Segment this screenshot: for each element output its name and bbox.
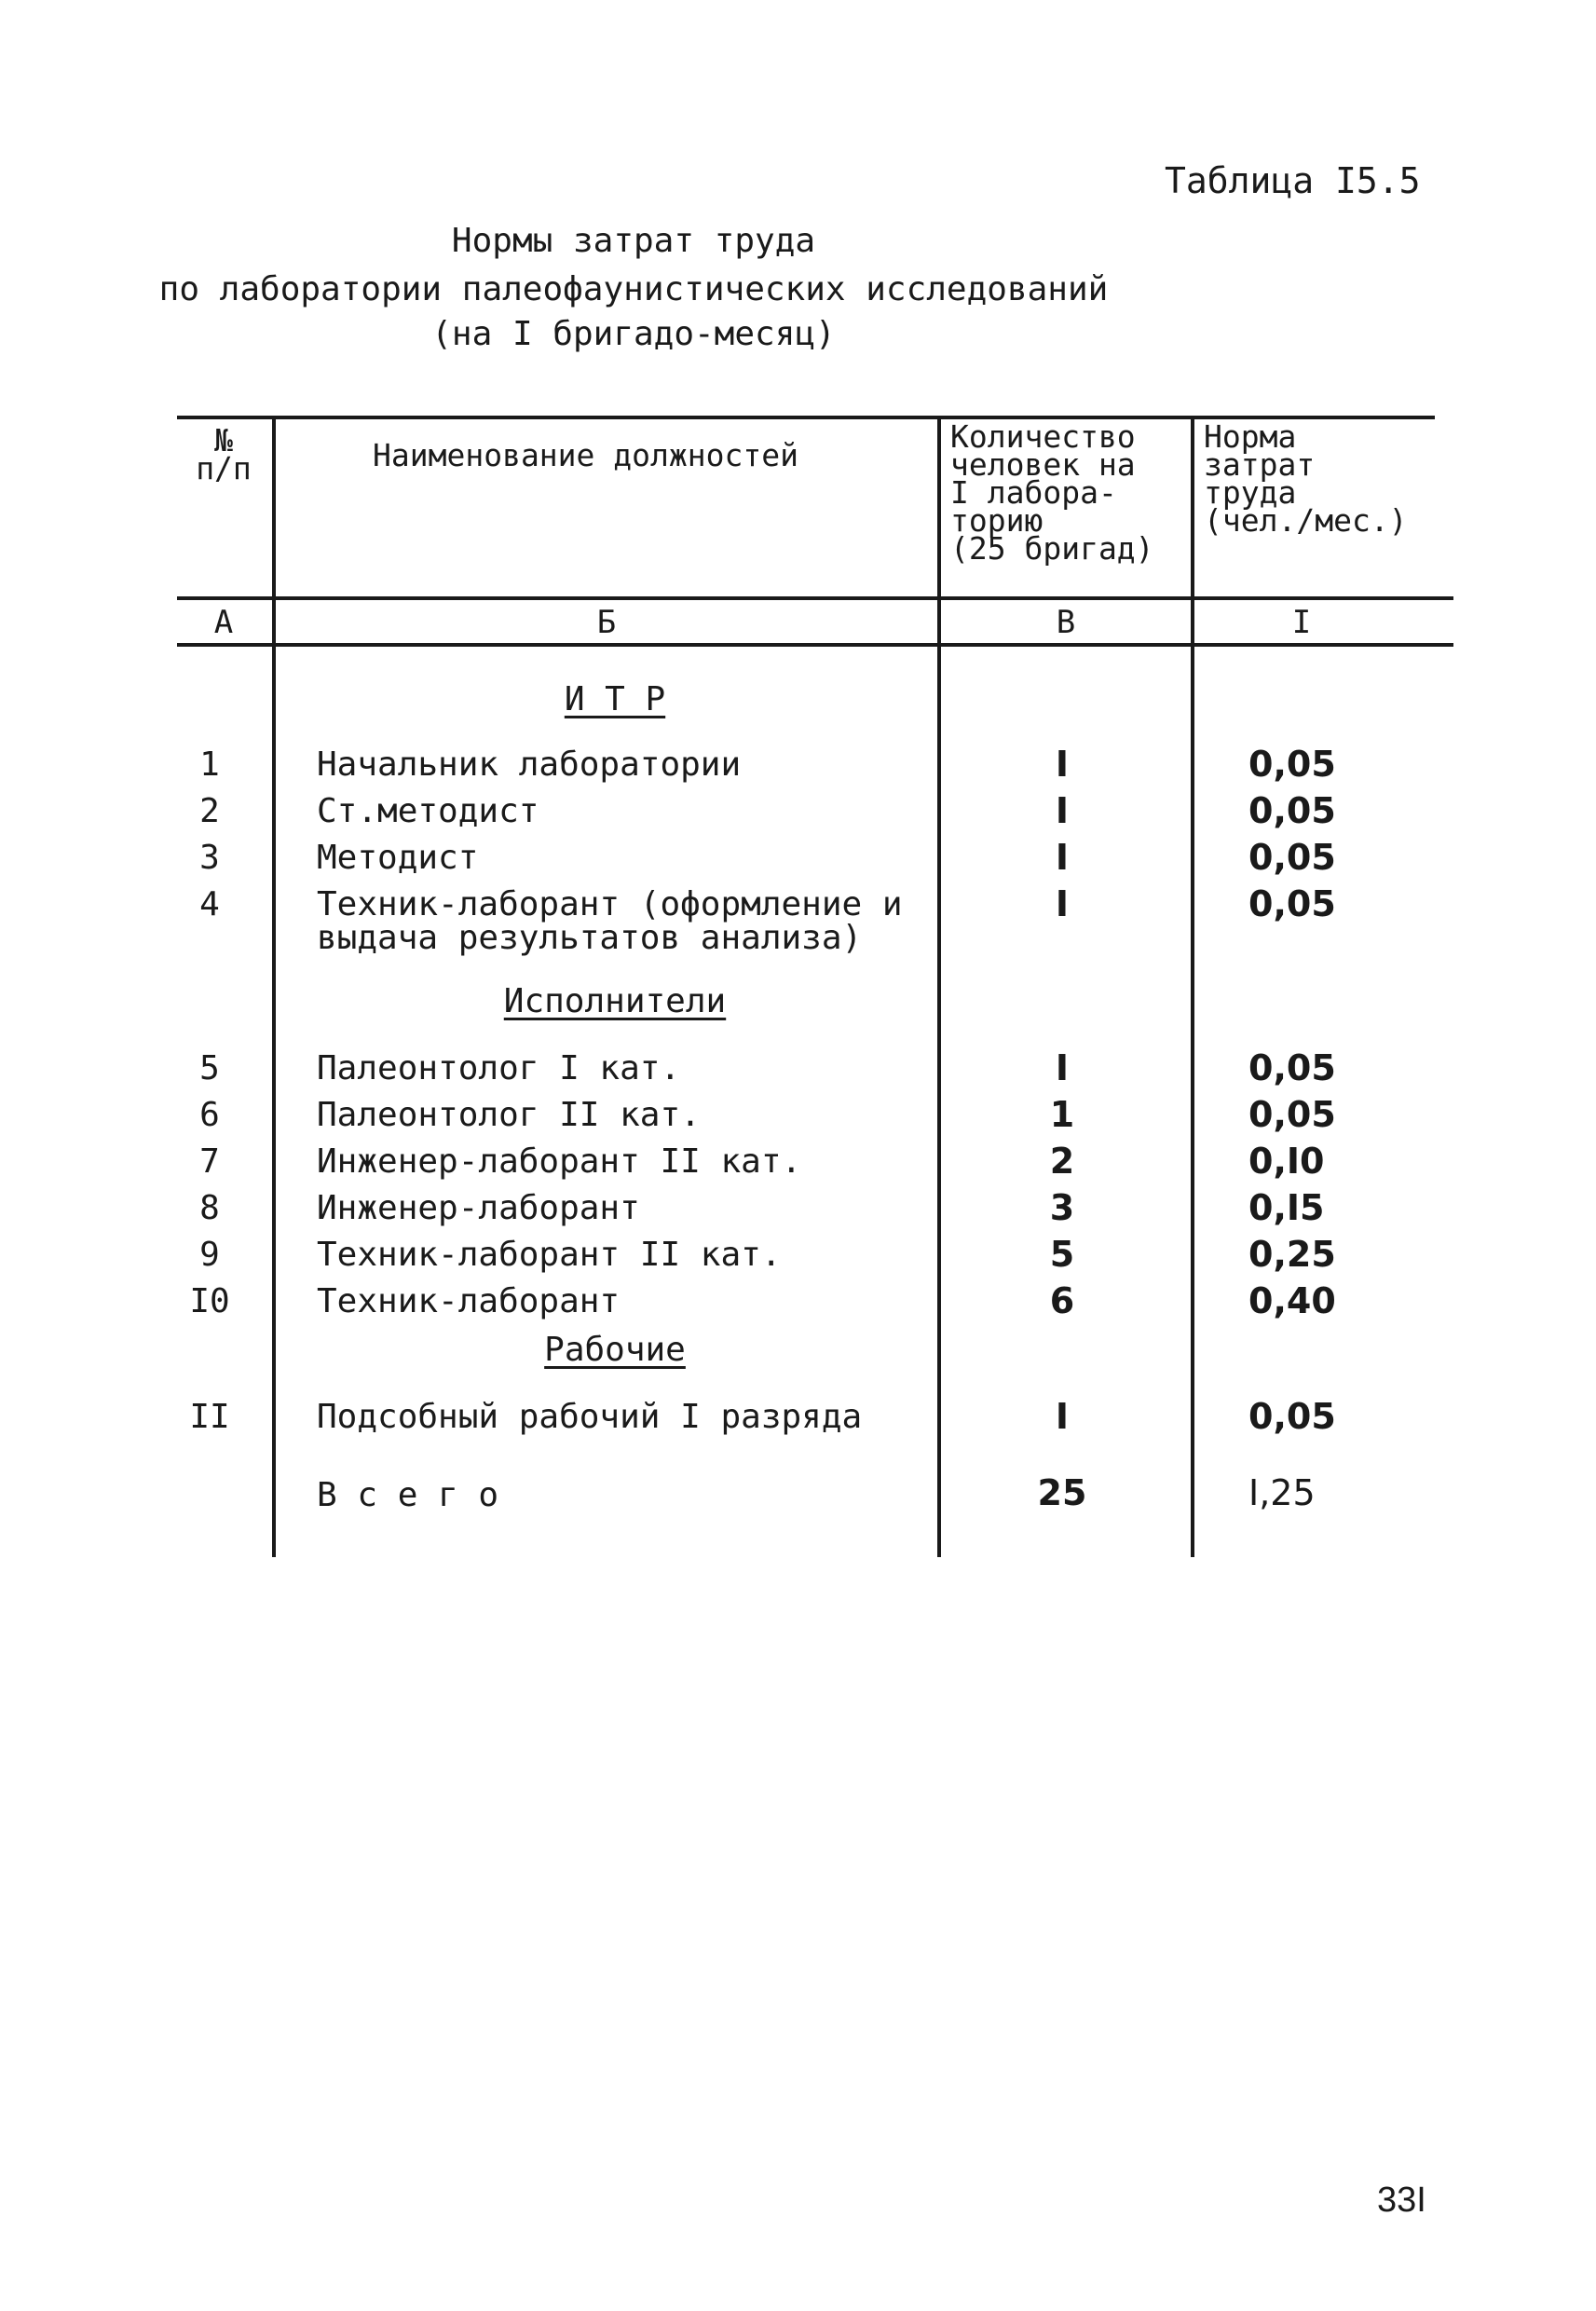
row-norm: 0,05 (1248, 1094, 1336, 1135)
row-norm: 0,05 (1248, 790, 1336, 831)
row-name: Подсобный рабочий I разряда (317, 1398, 863, 1436)
section-title-workers: Рабочие (544, 1331, 686, 1369)
row-num: 9 (199, 1236, 220, 1274)
row-norm: 0,05 (1248, 1047, 1336, 1088)
row-num: 7 (199, 1142, 220, 1181)
column-divider-3 (1191, 416, 1194, 1557)
column-letter-i: I (1291, 604, 1312, 641)
row-name: Техник-лаборант II кат. (317, 1236, 782, 1274)
row-norm: 0,I0 (1248, 1141, 1325, 1182)
row-name: Техник-лаборант (оформление и (317, 885, 903, 923)
header-num: № п/п (196, 422, 252, 486)
row-num: 1 (199, 745, 220, 784)
section-title-itr: И Т Р (564, 680, 666, 718)
header-bottom-border (177, 596, 1453, 600)
row-num: I0 (189, 1282, 230, 1320)
title-line-3: (на I бригадо-месяц) (431, 315, 836, 353)
row-name: Ст.методист (317, 792, 539, 830)
row-norm: 0,40 (1248, 1280, 1336, 1321)
row-num: 2 (199, 792, 220, 830)
row-num: 6 (199, 1096, 220, 1134)
row-count: I (1055, 883, 1070, 924)
row-norm: 0,I5 (1248, 1187, 1325, 1228)
row-name: Палеонтолог I кат. (317, 1049, 681, 1087)
letters-bottom-border (177, 643, 1453, 647)
page-number: 33I (1377, 2181, 1426, 2220)
row-name: Методист (317, 839, 479, 877)
header-name: Наименование должностей (373, 437, 798, 473)
row-count: 1 (1049, 1094, 1075, 1135)
row-norm: 0,25 (1248, 1234, 1336, 1275)
row-count: 2 (1049, 1141, 1075, 1182)
column-divider-1 (272, 416, 276, 1557)
row-name: Начальник лаборатории (317, 745, 742, 784)
row-name: Техник-лаборант (317, 1282, 621, 1320)
row-name-continued: выдача результатов анализа) (317, 919, 863, 957)
row-name: Палеонтолог II кат. (317, 1096, 701, 1134)
row-name: Инженер-лаборант (317, 1189, 640, 1227)
row-count: I (1055, 790, 1070, 831)
title-line-2: по лаборатории палеофаунистических исследований (158, 270, 1109, 308)
column-letter-a: А (213, 604, 234, 641)
column-letter-b: Б (596, 604, 617, 641)
row-norm: 0,05 (1248, 883, 1336, 924)
row-num: 3 (199, 839, 220, 877)
row-norm: 0,05 (1248, 744, 1336, 785)
row-num: 4 (199, 885, 220, 923)
row-norm: 0,05 (1248, 837, 1336, 878)
row-count: 6 (1049, 1280, 1075, 1321)
title-line-1: Нормы затрат труда (451, 222, 816, 260)
total-label: В с е г о (317, 1476, 499, 1514)
header-count: Количество человек на I лабора- торию (25 бригад) (950, 418, 1154, 567)
row-count: I (1055, 1396, 1070, 1437)
row-count: I (1055, 1047, 1070, 1088)
row-norm: 0,05 (1248, 1396, 1336, 1437)
row-count: 3 (1049, 1187, 1075, 1228)
row-num: 5 (199, 1049, 220, 1087)
total-count: 25 (1037, 1472, 1087, 1513)
row-num: 8 (199, 1189, 220, 1227)
row-count: 5 (1049, 1234, 1075, 1275)
section-title-performers: Исполнители (503, 982, 727, 1020)
row-count: I (1055, 837, 1070, 878)
row-name: Инженер-лаборант II кат. (317, 1142, 802, 1181)
header-norm: Норма затрат труда (чел./мес.) (1204, 418, 1408, 539)
row-count: I (1055, 744, 1070, 785)
table-label: Таблица I5.5 (1165, 160, 1421, 201)
row-num: II (189, 1398, 230, 1436)
total-norm: I,25 (1248, 1472, 1316, 1513)
column-letter-v: В (1056, 604, 1076, 641)
